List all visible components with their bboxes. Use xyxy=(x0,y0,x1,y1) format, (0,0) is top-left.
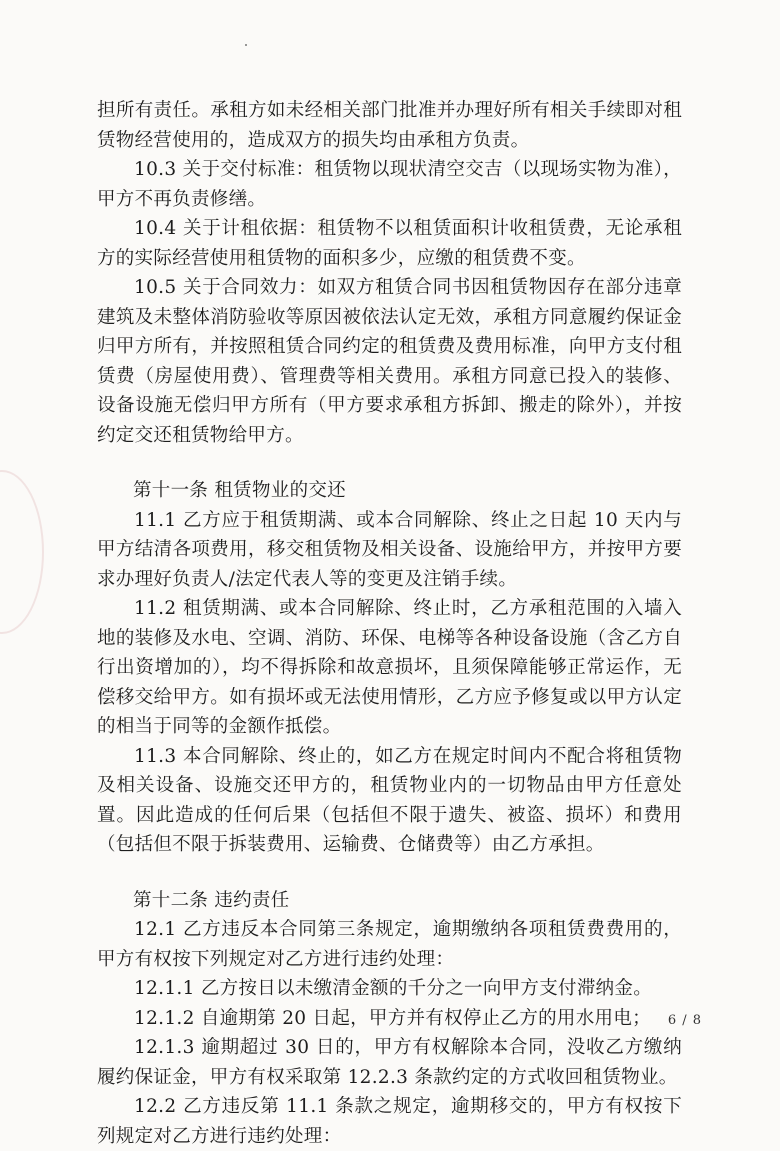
paragraph-11-1: 11.1 乙方应于租赁期满、或本合同解除、终止之日起 10 天内与甲方结清各项费用，移交租赁物及相关设备、设施给甲方，并按甲方要求办理好负责人/法定代表人等的变更及注销手续。 xyxy=(97,509,682,590)
seal-mark xyxy=(0,470,44,634)
paragraph-10-5: 10.5 关于合同效力：如双方租赁合同书因租赁物因存在部分违章建筑及未整体消防验收等原因被依法认定无效，承租方同意履约保证金归甲方所有，并按照租赁合同约定的租赁费及费用标准，向甲方支付租赁费（房屋使用费）、管理费等相关费用。承租方同意已投入的装修、设备设施无偿归甲方所有（甲方要求承租方拆卸、搬走的除外），并按约定交还租赁物给甲方。 xyxy=(97,277,682,446)
paragraph-12-1-1: 12.1.1 乙方按日以未缴清金额的千分之一向甲方支付滞纳金。 xyxy=(134,978,653,999)
paragraph-11-3: 11.3 本合同解除、终止的，如乙方在规定时间内不配合将租赁物及相关设备、设施交还甲方的，租赁物业内的一切物品由甲方任意处置。因此造成的任何后果（包括但不限于遗失、被盗、损坏）和费用（包括但不限于拆装费用、运输费、仓储费等）由乙方承担。 xyxy=(97,745,682,855)
paragraph-10-4: 10.4 关于计租依据：租赁物不以租赁面积计收租赁费，无论承租方的实际经营使用租赁物的面积多少，应缴的租赁费不变。 xyxy=(97,218,682,269)
paragraph-10-3: 10.3 关于交付标准：租赁物以现状清空交吉（以现场实物为准），甲方不再负责修缮。 xyxy=(97,159,682,210)
scan-speck xyxy=(245,44,247,46)
paragraph-12-2: 12.2 乙方违反第 11.1 条款之规定，逾期移交的，甲方有权按下列规定对乙方进行违约处理： xyxy=(97,1096,682,1147)
paragraph-12-1-3: 12.1.3 逾期超过 30 日的，甲方有权解除本合同，没收乙方缴纳履约保证金，甲方有权采取第 12.2.3 条款约定的方式收回租赁物业。 xyxy=(97,1037,682,1088)
document-body xyxy=(97,96,682,1151)
paragraph-12-1-2: 12.1.2 自逾期第 20 日起，甲方并有权停止乙方的用水用电； xyxy=(134,1007,651,1029)
paragraph: 担所有责任。承租方如未经相关部门批准并办理好所有相关手续即对租赁物经营使用的，造成双方的损失均由承租方负责。 xyxy=(97,100,682,151)
section-heading-11: 第十一条 租赁物业的交还 xyxy=(133,480,346,501)
paragraph-11-2: 11.2 租赁期满、或本合同解除、终止时，乙方承租范围的入墙入地的装修及水电、空调、消防、环保、电梯等各种设备设施（含乙方自行出资增加的），均不得拆除和故意损坏，且须保障能够正常运作，无偿移交给甲方。如有损坏或无法使用情形，乙方应予修复或以甲方认定的相当于同等的金额作抵偿。 xyxy=(97,598,682,737)
page-number: 6 / 8 xyxy=(667,1013,702,1028)
paragraph-12-1: 12.1 乙方违反本合同第三条规定，逾期缴纳各项租赁费费用的，甲方有权按下列规定对乙方进行违约处理： xyxy=(97,919,682,970)
section-heading-12: 第十二条 违约责任 xyxy=(133,889,290,911)
